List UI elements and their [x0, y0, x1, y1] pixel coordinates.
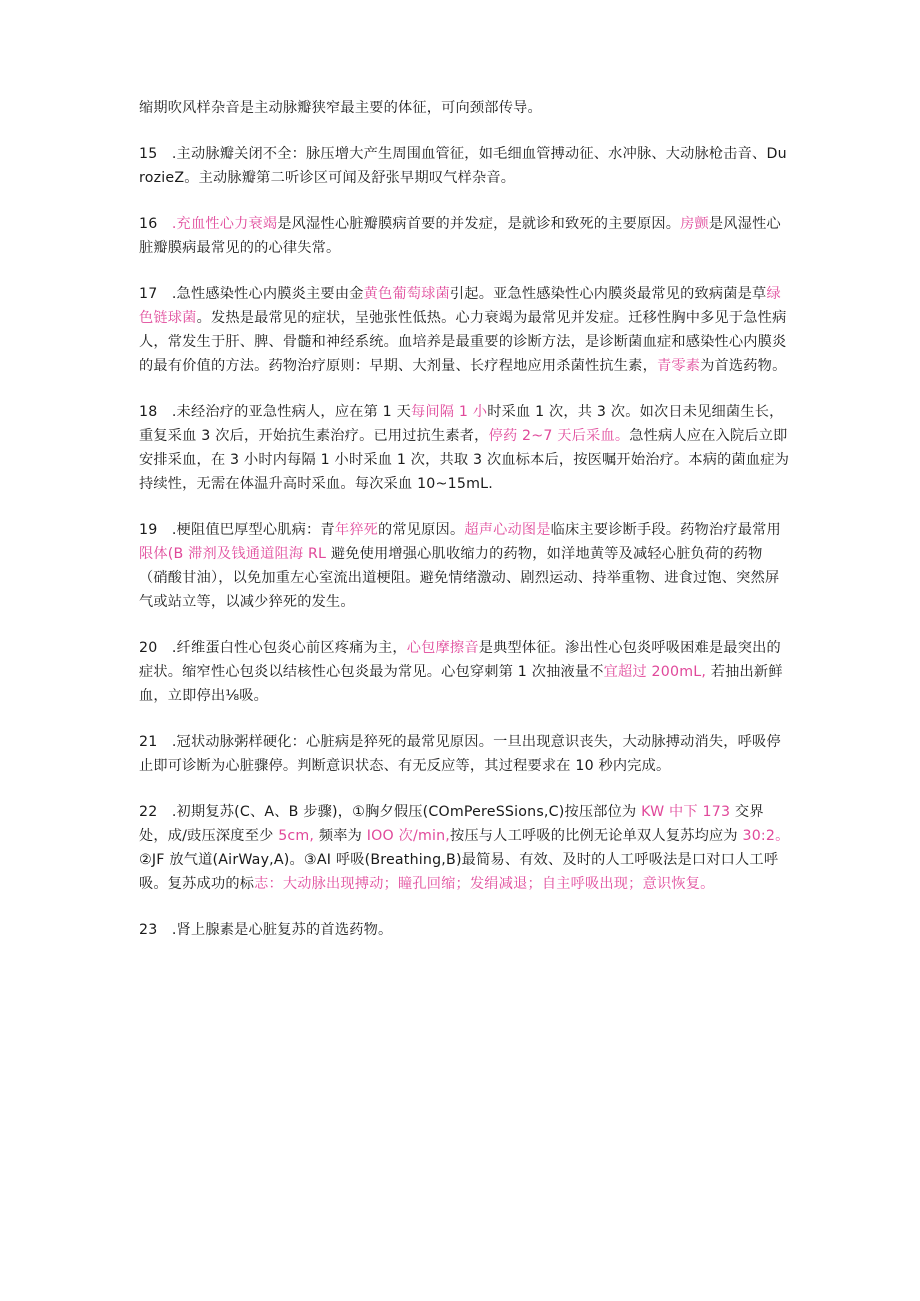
paragraph-17 [139, 282, 790, 378]
highlight-text: 宜超过 200mL, [603, 664, 707, 680]
text-segment: 19 .梗阻值巴厚型心肌病：青 [139, 522, 335, 538]
highlight-text: 房颤 [680, 216, 709, 232]
paragraph-22 [139, 800, 790, 896]
text-segment: 21 .冠状动脉粥样硬化：心脏病是猝死的最常见原因。一旦出现意识丧失，大动脉搏动消失，呼吸停止即可诊断为心脏骤停。判断意识状态、有无反应等，其过程要求在 10 秒内完成。 [139, 734, 781, 774]
text-segment: 是风湿性心脏瓣膜病首要的并发症，是就诊和致死的主要原因。 [277, 216, 681, 232]
highlight-text: 黄色葡萄球菌 [363, 286, 450, 302]
text-segment: 是风湿性心脏瓣膜病最常见的的心律失常。 [139, 216, 781, 256]
text-segment: 若抽出新鲜血，立即停出⅛吸。 [139, 664, 783, 704]
highlight-text: .充血性心力衰竭 [171, 216, 278, 232]
highlight-text: IOO 次/min, [366, 828, 451, 844]
highlight-text: 心包摩擦音 [406, 640, 479, 656]
text-segment: 的常见原因。 [378, 522, 465, 538]
text-segment: 按压与人工呼吸的比例无论单双人复苏均应为 [450, 828, 743, 844]
text-segment: 是典型体征。渗出性心包炎呼吸困难是最突出的症状。缩窄性心包炎以结核性心包炎最为常见。心包穿刺第 1 次抽液量不 [139, 640, 781, 680]
highlight-text: 30:2。 [742, 828, 790, 844]
text-segment: 18 .未经治疗的亚急性病人，应在第 1 天 [139, 404, 412, 420]
highlight-text: 每间隔 1 小 [411, 404, 488, 420]
paragraph-21 [139, 730, 790, 778]
item-number: 16 [139, 216, 172, 232]
highlight-text: 绿色链球菌 [139, 286, 781, 326]
text-segment: 时采血 1 次，共 3 次。如次日未见细菌生长，重复采血 3 次后，开始抗生素治疗。已用过抗生素者， [139, 404, 784, 444]
text-segment: ②JF 放气道(AirWay,A)。③AI 呼吸(Breathing,B)最简易、有效、及时的人工呼吸法是口对口人工呼吸。复苏成功的标 [139, 852, 779, 892]
paragraph-23 [139, 918, 790, 942]
text-segment: 17 .急性感染性心内膜炎主要由金 [139, 286, 364, 302]
highlight-text: KW 中下 173 [641, 804, 731, 820]
text-segment: 15 .主动脉瓣关闭不全：脉压增大产生周围血管征，如毛细血管搏动征、水冲脉、大动脉枪击音、DurozieZ。主动脉瓣第二听诊区可闻及舒张早期叹气样杂音。 [139, 146, 787, 186]
paragraph-16 [139, 212, 790, 260]
paragraph-19 [139, 518, 790, 614]
text-segment: 23 .肾上腺素是心脏复苏的首选药物。 [139, 922, 393, 938]
text-segment: 临床主要诊断手段。药物治疗最常用 [550, 522, 781, 538]
text-segment: 引起。亚急性感染性心内膜炎最常见的致病菌是草 [449, 286, 767, 302]
text-segment: 交界处，成/豉压深度至少 [139, 804, 764, 844]
paragraph-15 [139, 142, 790, 190]
highlight-text: 限体(B 滞剂及钱通道阻海 RL [139, 546, 327, 562]
text-segment: 20 .纤维蛋白性心包炎心前区疼痛为主， [139, 640, 407, 656]
highlight-text: 5cm, [278, 828, 315, 844]
highlight-text: 年猝死 [334, 522, 378, 538]
text-segment: 。发热是最常见的症状，呈弛张性低热。心力衰竭为最常见并发症。迁移性胸中多见于急性病人，常发生于肝、脾、骨髓和神经系统。血培养是最重要的诊断方法，是诊断菌血症和感染性心内膜炎的最有价值的方法。药物治疗原则：早期、大剂量、长疗程地应用杀菌性抗生素， [139, 310, 787, 374]
highlight-text: 停药 2~7 天后采血。 [488, 428, 630, 444]
text-segment: 为首选药物。 [700, 358, 787, 374]
highlight-text: 超声心动图是 [464, 522, 551, 538]
text-segment: 频率为 [314, 828, 367, 844]
paragraph-14-continued [139, 96, 790, 120]
text-segment: 22 .初期复苏(C、A、B 步骤)，①胸夕假压(COmPereSSions,C)按压部位为 [139, 804, 642, 820]
highlight-text: 志：大动脉出现搏动；瞳孔回缩；发绢减退；自主呼吸出现；意识恢复。 [254, 876, 715, 892]
paragraph-20 [139, 636, 790, 708]
text-segment: 急性病人应在入院后立即安排采血，在 3 小时内每隔 1 小时采血 1 次，共取 3 次血标本后，按医嘱开始治疗。本病的菌血症为持续性，无需在体温升高时采血。每次采血 10~15mL. [139, 428, 790, 492]
text-segment: 缩期吹风样杂音是主动脉瓣狭窄最主要的体征，可向颈部传导。 [139, 100, 542, 116]
text-segment: 避免使用增强心肌收缩力的药物，如洋地黄等及减轻心脏负荷的药物（硝酸甘油），以免加重左心室流出道梗阻。避免情绪激动、剧烈运动、持举重物、进食过饱、突然屏气或站立等，以减少猝死的发生。 [139, 546, 780, 610]
highlight-text: 青零素 [656, 358, 701, 374]
paragraph-18 [139, 400, 790, 496]
